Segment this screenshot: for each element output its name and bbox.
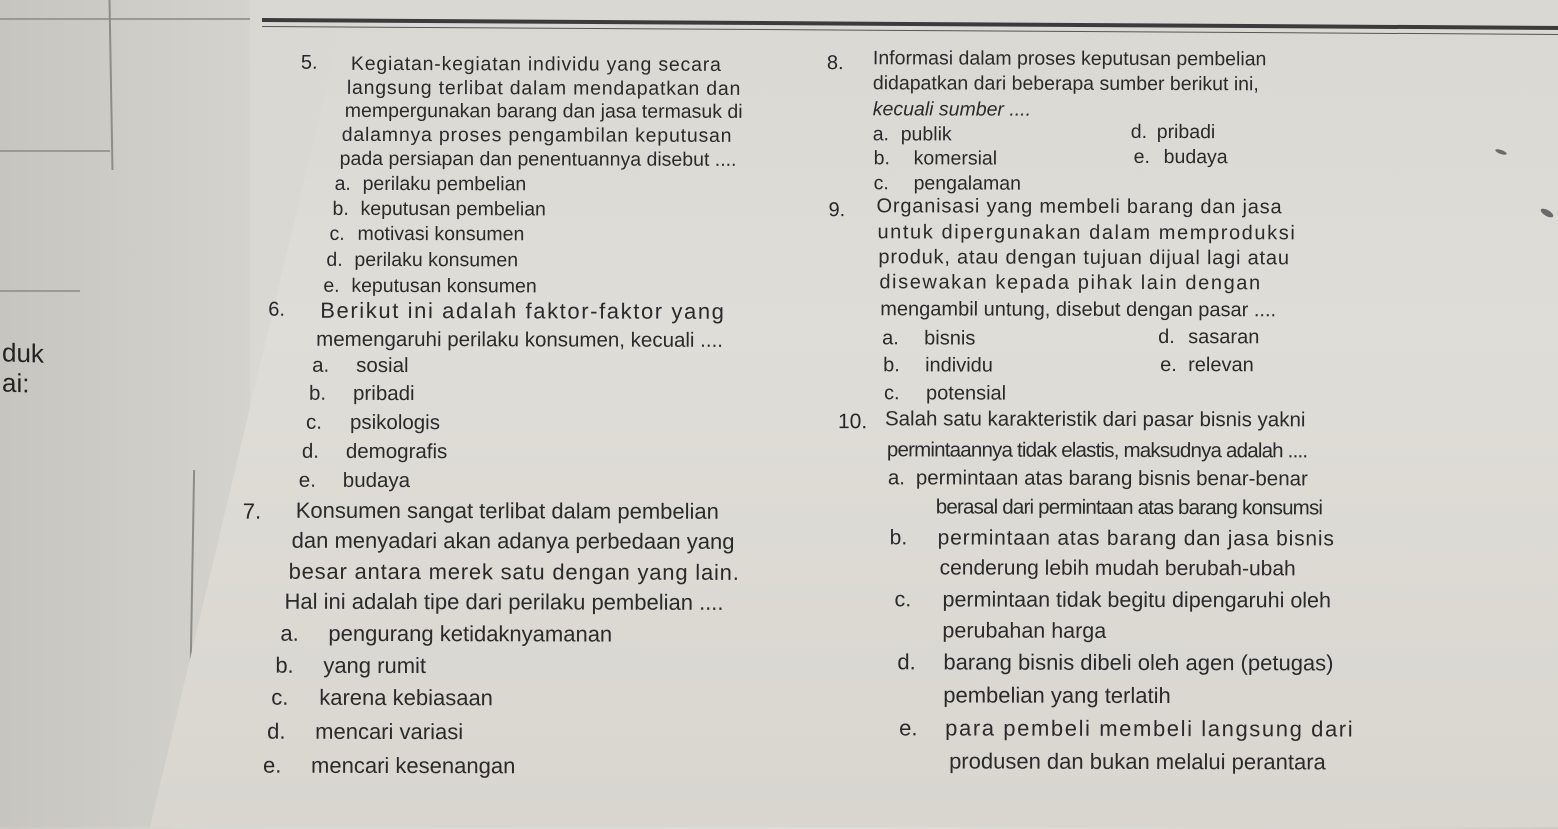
question-text-line: permintaannya tidak elastis, maksudnya adalah ....: [886, 438, 1308, 463]
question-text-line: memengaruhi perilaku konsumen, kecuali ....: [316, 327, 724, 352]
option-e: e. para pembeli membeli langsung dari produsen dan bukan melalui perantara: [899, 715, 1355, 775]
question-number: 7.: [242, 498, 262, 524]
question-text-line: kecuali sumber ....: [872, 98, 1032, 121]
option-a: a. publik: [872, 123, 952, 146]
question-number: 9.: [828, 199, 846, 222]
option-d: d. pribadi: [1130, 120, 1216, 144]
question-text-line: Konsumen sangat terlibat dalam pembelian: [295, 497, 719, 524]
option-c: c. permintaan tidak begitu dipengaruhi oleh perubahan harga: [894, 587, 1332, 643]
option-d: d. barang bisnis dibeli oleh agen (petugas) pembelian yang terlatih: [897, 649, 1334, 709]
option-c: c. pengalaman: [873, 172, 1021, 195]
option-e: e. relevan: [1160, 353, 1254, 377]
option-e: e. mencari kesenangan: [263, 752, 516, 779]
question-text-line: Informasi dalam proses keputusan pembelian: [872, 47, 1267, 71]
option-d: d. demografis: [301, 439, 448, 464]
question-text-line: Organisasi yang membeli barang dan jasa: [876, 195, 1283, 219]
option-e: e. budaya: [298, 468, 411, 493]
option-c: c. karena kebiasaan: [271, 684, 493, 711]
option-c: c. motivasi konsumen: [329, 222, 525, 246]
option-d: d. sasaran: [1158, 325, 1260, 349]
option-a: a. pengurang ketidaknyamanan: [280, 620, 613, 647]
option-b: b. individu: [883, 354, 993, 377]
option-e: e. budaya: [1133, 145, 1228, 169]
option-b: b. pribadi: [309, 381, 415, 406]
question-text-line: langsung terlibat dalam mendapatkan dan: [346, 76, 742, 100]
question-text-line: Kegiatan-kegiatan individu yang secara: [350, 52, 722, 76]
question-text-line: Hal ini adalah tipe dari perilaku pembelian ....: [284, 588, 724, 615]
question-text-line: dalamnya proses pengambilan keputusan: [341, 123, 733, 147]
background-text-fragment: ai:: [2, 367, 30, 399]
question-text-line: produk, atau dengan tujuan dijual lagi atau: [878, 246, 1290, 270]
question-number: 10.: [837, 410, 868, 434]
question-number: 8.: [826, 52, 844, 75]
option-a: a. bisnis: [882, 327, 976, 350]
option-b: b. komersial: [873, 147, 998, 170]
option-d: d. perilaku konsumen: [326, 248, 519, 272]
question-text-line: Berikut ini adalah faktor-faktor yang: [320, 297, 726, 324]
question-text-line: mempergunakan barang dan jasa termasuk di: [344, 99, 743, 123]
question-text-line: pada persiapan dan penentuannya disebut ....: [339, 147, 737, 171]
option-c: c. potensial: [884, 382, 1007, 405]
option-a: a. perilaku pembelian: [334, 172, 527, 196]
option-a: a. permintaan atas barang bisnis benar-benar berasal dari permintaan atas barang konsumsi: [887, 466, 1323, 520]
option-b: b. keputusan pembelian: [332, 197, 546, 221]
background-text-fragment: duk: [2, 337, 44, 369]
option-b: b. yang rumit: [275, 652, 427, 679]
option-c: c. psikologis: [305, 410, 441, 435]
question-text-line: dan menyadari akan adanya perbedaan yang: [291, 527, 735, 554]
option-a: a. sosial: [312, 353, 409, 378]
option-b: b. permintaan atas barang dan jasa bisnis cenderung lebih mudah berubah-ubah: [889, 526, 1335, 581]
question-text-line: Salah satu karakteristik dari pasar bisnis yakni: [884, 407, 1306, 432]
option-d: d. mencari variasi: [267, 718, 464, 745]
option-e: e. keputusan konsumen: [323, 274, 537, 298]
question-number: 5.: [300, 51, 318, 74]
question-text-line: didapatkan dari beberapa sumber berikut ini,: [872, 72, 1259, 96]
question-text-line: mengambil untung, disebut dengan pasar ....: [880, 298, 1277, 322]
question-text-line: untuk dipergunakan dalam memproduksi: [877, 221, 1297, 245]
question-number: 6.: [268, 298, 285, 321]
question-text-line: disewakan kepada pihak lain dengan: [879, 271, 1262, 295]
question-text-line: besar antara merek satu dengan yang lain.: [288, 558, 740, 585]
